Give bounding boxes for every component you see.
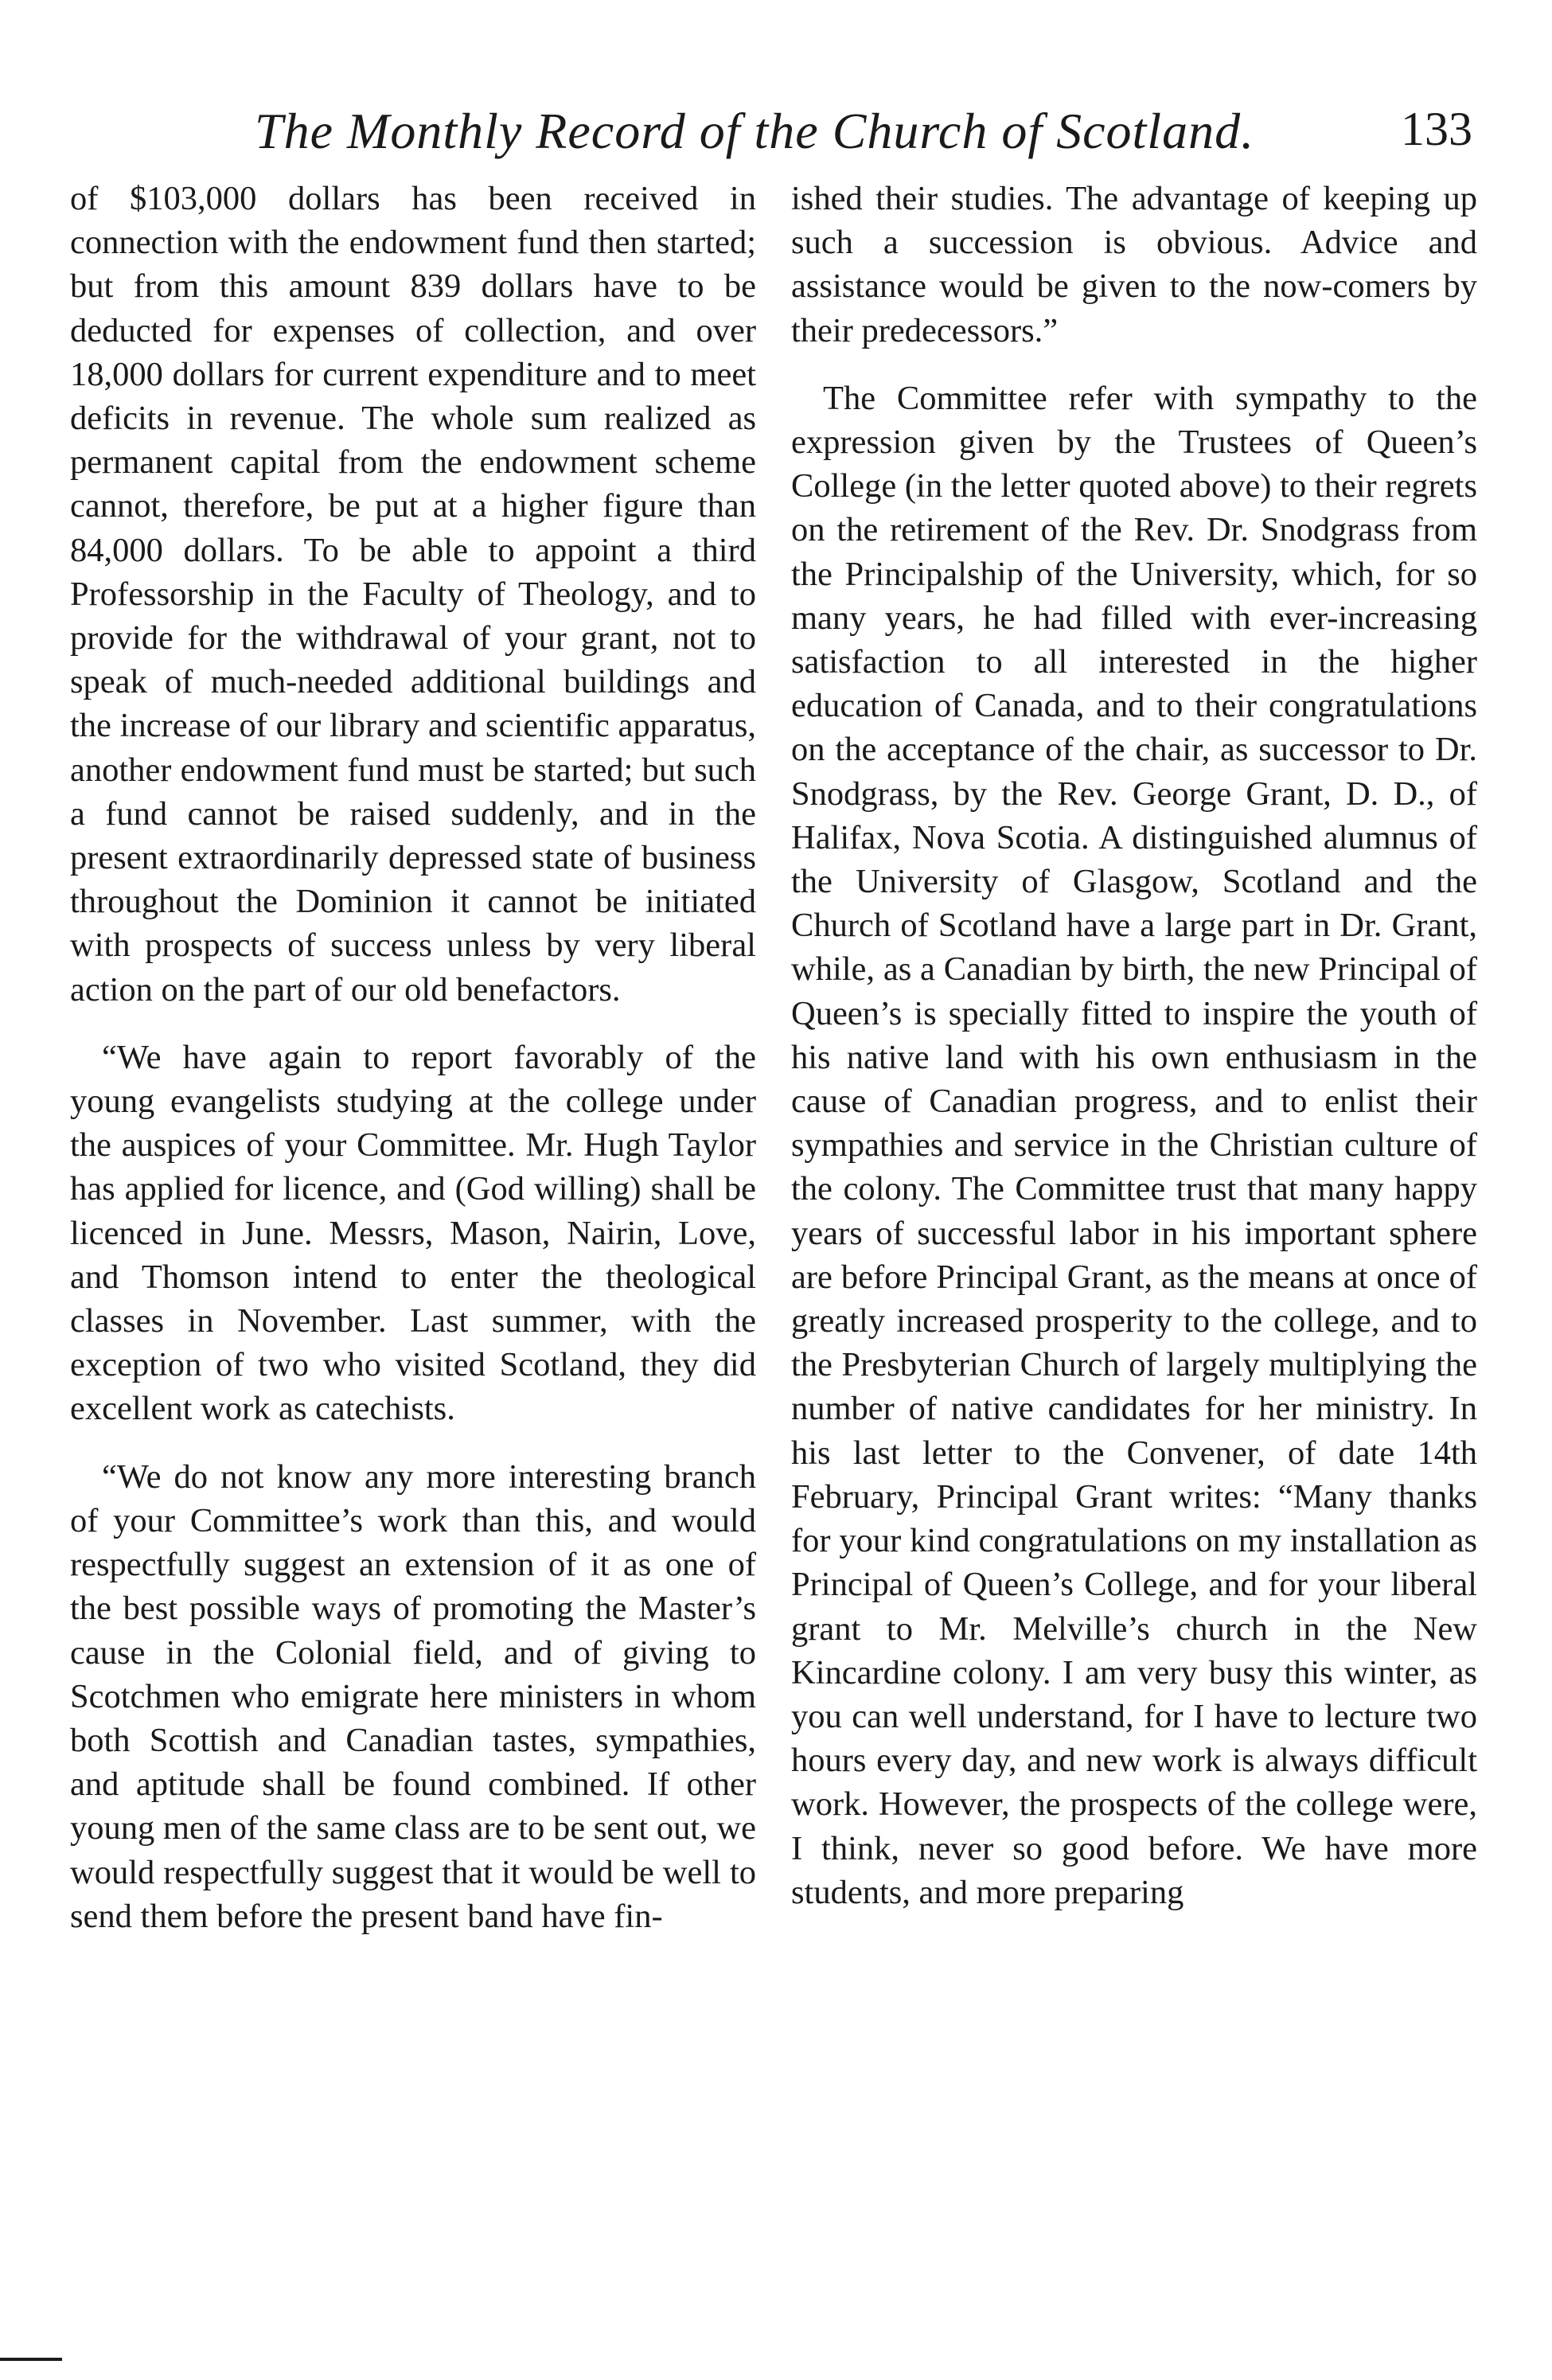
left-column (70, 177, 756, 1938)
paragraph-principal-grant: The Committee refer with sympathy to the expression given by the Trustees of Queen’s College (in the letter quoted above) to their regrets on the retirement of the Rev. Dr. Snodgrass from the Principalship of the University, which, for so many years, he had filled with ever-increasing satisfaction to all interested in the higher education of Canada, and to their congratulations on the acceptance of the chair, as successor to Dr. Snodgrass, by the Rev. George Grant, D. D., of Halifax, Nova Scotia. A distinguished alumnus of the University of Glasgow, Scotland and the Church of Scotland have a large part in Dr. Grant, while, as a Canadian by birth, the new Principal of Queen’s is specially fitted to inspire the youth of his native land with his own enthusiasm in the cause of Canadian progress, and to enlist their sympathies and service in the Christian culture of the colony. The Committee trust that many happy years of successful labor in his important sphere are before Principal Grant, as the means at once of greatly increased prosperity to the college, and to the Presbyterian Church of largely multiplying the number of native candidates for her ministry. In his last letter to the Convener, of date 14th February, Principal Grant writes: “Many thanks for your kind congratulations on my installation as Principal of Queen’s College, and for your liberal grant to Mr. Melville’s church in the New Kincardine colony. I am very busy this winter, as you can well understand, for I have to lecture two hours every day, and new work is always difficult work. However, the prospects of the college were, I think, never so good before. We have more students, and more preparing (791, 379, 1477, 1911)
right-column (791, 177, 1477, 1914)
paragraph-studies-continued: ished their studies. The advantage of keeping up such a succession is obvious. Advice and assistance would be given to the now-comers by their predecessors.” (791, 180, 1477, 349)
paragraph-young-evangelists: “We have again to report favorably of the young evangelists studying at the college under the auspices of your Committee. Mr. Hugh Taylor has applied for licence, and (God willing) shall be licenced in June. Messrs, Mason, Nairin, Love, and Thomson intend to enter the theological classes in November. Last summer, with the exception of two who visited Scotland, they did excellent work as catechists. (70, 1038, 756, 1428)
paragraph-committee-work: “We do not know any more interesting branch of your Committee’s work than this, and would respectfully suggest an extension of it as one of the best possible ways of promoting the Master’s cause in the Colonial field, and of giving to Scotchmen who emigrate here ministers in whom both Scottish and Canadian tastes, sympathies, and aptitude shall be found combined. If other young men of the same class are to be sent out, we would respectfully suggest that it would be well to send them before the present band have fin- (70, 1457, 756, 1935)
journal-title: The Monthly Record of the Church of Scotland. (255, 103, 1255, 159)
footer-rule (0, 2358, 62, 2361)
paragraph-endowment-fund: of $103,000 dollars has been received in connection with the endowment fund then started; but from this amount 839 dollars have to be deducted for expenses of collection, and over 18,000 dollars for current expenditure and to meet deficits in revenue. The whole sum realized as permanent capital from the endowment scheme cannot, therefore, be put at a higher figure than 84,000 dollars. To be able to appoint a third Professorship in the Faculty of Theology, and to provide for the withdrawal of your grant, not to speak of much-needed additional buildings and the increase of our library and scientific apparatus, another endowment fund must be started; but such a fund cannot be raised suddenly, and in the present extraordinarily depressed state of business throughout the Dominion it cannot be initiated with prospects of success unless by very liberal action on the part of our old benefactors. (70, 180, 756, 1009)
running-header (255, 102, 1472, 166)
page-number: 133 (1401, 103, 1472, 155)
